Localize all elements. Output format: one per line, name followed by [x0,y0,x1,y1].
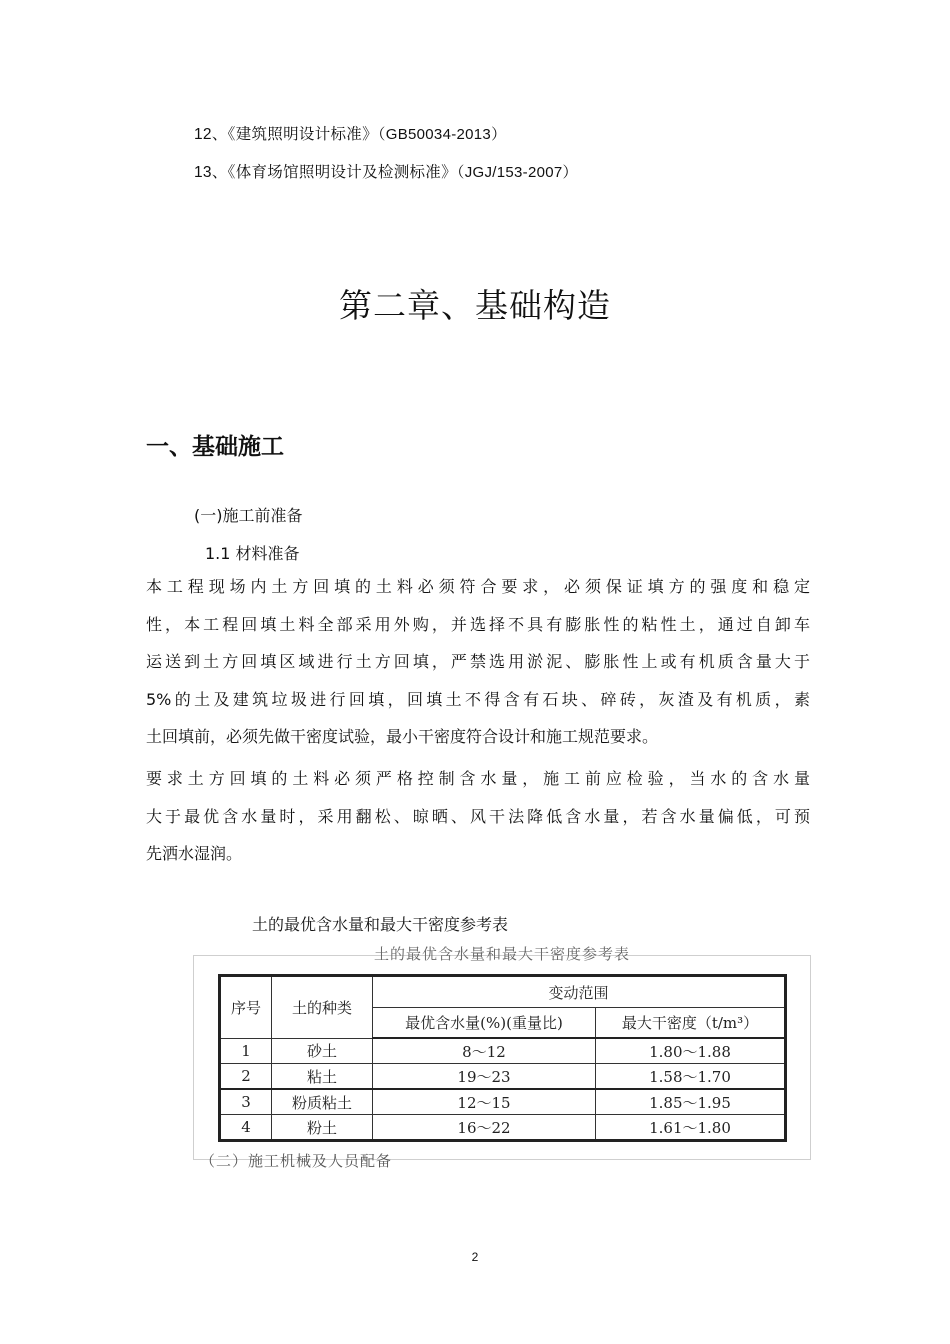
cell-density: 1.80～1.88 [596,1038,786,1064]
table-row [220,1064,786,1090]
table-row [220,1115,786,1141]
paragraph-line: 大于最优含水量时，采用翻松、晾晒、风干法降低含水量，若含水量偏低，可预 [146,806,810,826]
cell-soil: 砂土 [272,1038,373,1064]
reference-separator: 、 [211,163,228,181]
cell-soil: 粉质粘土 [272,1089,373,1115]
header-seq: 序号 [220,976,272,1039]
cell-water: 19～23 [373,1064,596,1090]
page-number: 2 [471,1250,479,1264]
reference-item [194,122,506,144]
table-image-title: 土的最优含水量和最大干密度参考表 [373,945,630,963]
cell-water: 12～15 [373,1089,596,1115]
table-image [193,945,811,1170]
cell-seq: 3 [220,1089,272,1115]
reference-item [194,160,578,182]
paragraph-line: 性，本工程回填土料全部采用外购，并选择不具有膨胀性的粘性土，通过自卸车 [146,614,810,634]
paragraph-line: 土回填前，必须先做干密度试验，最小干密度符合设计和施工规范要求。 [146,727,659,746]
header-density: 最大干密度（t/m³） [596,1008,786,1039]
reference-number: 12 [194,126,212,143]
table-caption: 土的最优含水量和最大干密度参考表 [252,915,509,934]
paragraph [146,760,810,873]
paragraph-line: 运送到土方回填区域进行土方回填，严禁选用淤泥、膨胀性上或有机质含量大于 [146,652,810,671]
cell-seq: 4 [220,1115,272,1141]
header-soil-type: 土的种类 [272,976,373,1039]
paragraph-line: 5%的土及建筑垃圾进行回填，回填土不得含有石块、碎砖，灰渣及有机质，素 [146,689,810,709]
cell-density: 1.85～1.95 [596,1089,786,1115]
paragraph [146,568,810,756]
paragraph-line: 要求土方回填的土料必须严格控制含水量，施工前应检验，当水的含水量 [146,769,810,788]
section-title: 一、基础施工 [146,434,284,460]
soil-table [218,974,787,1142]
cell-density: 1.61～1.80 [596,1115,786,1141]
table-row [220,1089,786,1115]
reference-title: 《体育场馆照明设计及检测标准》 [227,163,457,181]
paragraph-line: 先洒水湿润。 [146,844,243,863]
cell-seq: 2 [220,1064,272,1090]
paragraph-line: 本工程现场内土方回填的土料必须符合要求，必须保证填方的强度和稳定 [146,577,810,596]
reference-separator: 、 [211,125,228,143]
reference-title: 《建筑照明设计标准》 [227,125,378,143]
reference-number: 13 [194,164,212,181]
cell-soil: 粘土 [272,1064,373,1090]
cell-water: 16～22 [373,1115,596,1141]
header-water: 最优含水量(%)(重量比) [373,1008,596,1039]
reference-code: （GB50034-2013） [377,126,507,143]
cell-density: 1.58～1.70 [596,1064,786,1090]
reference-code: （JGJ/153-2007） [456,164,578,181]
cell-soil: 粉土 [272,1115,373,1141]
subsection-heading: 1.1 材料准备 [205,544,300,563]
table-image-footer: （二）施工机械及人员配备 [200,1152,393,1170]
chapter-title: 第二章、基础构造 [339,286,611,325]
cell-water: 8～12 [373,1038,596,1064]
table-row [220,1038,786,1064]
header-range: 变动范围 [373,976,786,1008]
cell-seq: 1 [220,1038,272,1064]
subsection-heading: (一)施工前准备 [194,506,303,525]
